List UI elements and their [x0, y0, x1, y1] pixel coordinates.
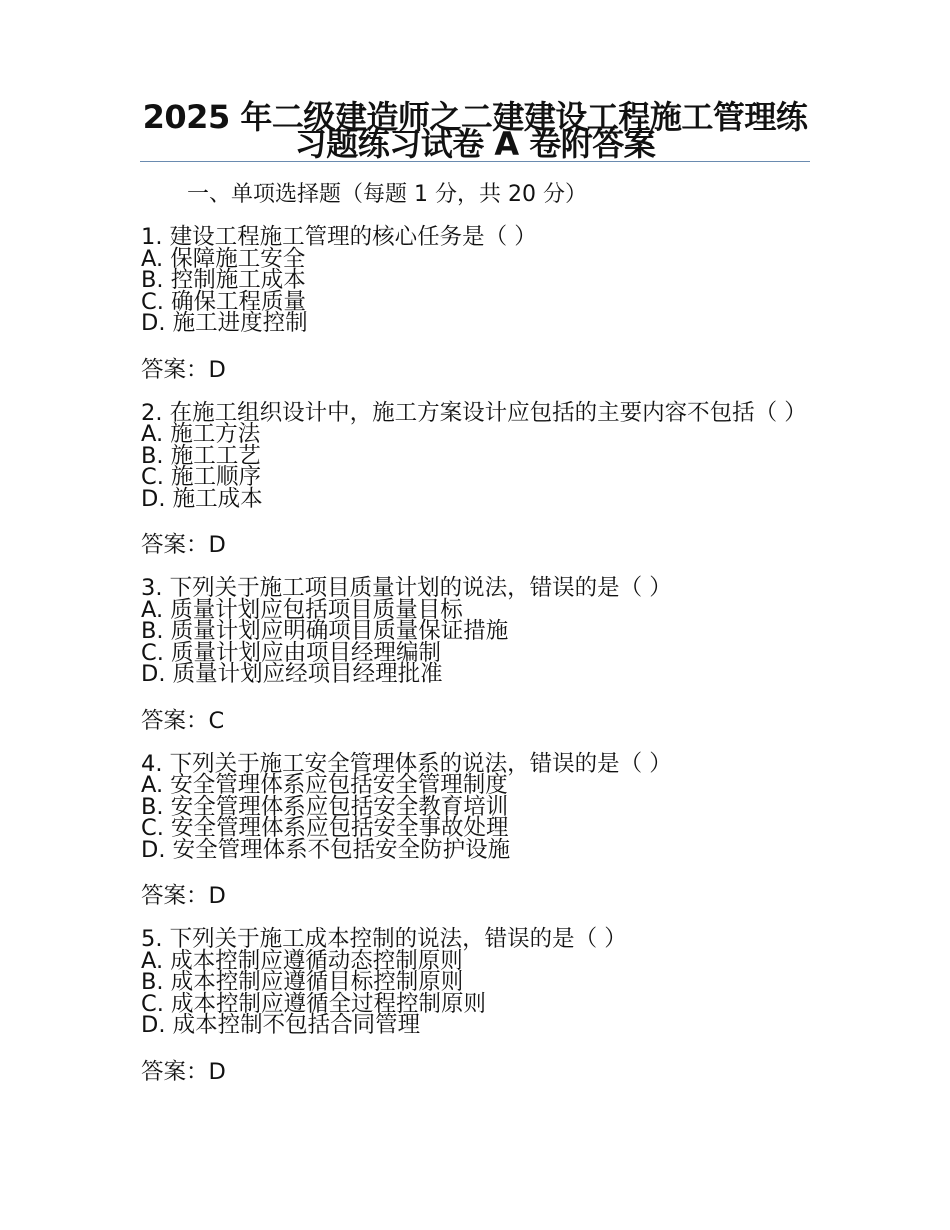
- question-4: [141, 750, 811, 910]
- option-a: A. 成本控制应遵循动态控制原则: [141, 947, 463, 974]
- question-2: [141, 399, 811, 559]
- option-c: C. 质量计划应由项目经理编制: [141, 639, 442, 666]
- option-a: A. 保障施工安全: [141, 245, 306, 272]
- answer-value: D: [208, 356, 226, 383]
- option-d: D. 施工成本: [141, 485, 263, 512]
- question-stem: 5. 下列关于施工成本控制的说法，错误的是（ ）: [141, 926, 627, 952]
- answer-line: [141, 532, 811, 558]
- option-d: D. 安全管理体系不包括安全防护设施: [141, 836, 511, 863]
- option-c: C. 成本控制应遵循全过程控制原则: [141, 990, 487, 1017]
- answer-label: 答案：: [141, 707, 209, 734]
- option-b: B. 施工工艺: [141, 442, 261, 469]
- option-c: C. 施工顺序: [141, 464, 262, 490]
- section-heading: 一、单项选择题（每题 1 分，共 20 分）: [187, 182, 587, 207]
- answer-label: 答案：: [141, 532, 209, 558]
- question-list: [141, 224, 811, 1105]
- answer-line: [141, 708, 811, 734]
- option-a: A. 施工方法: [141, 421, 261, 447]
- question-stem: 4. 下列关于施工安全管理体系的说法，错误的是（ ）: [141, 750, 672, 777]
- answer-label: 答案：: [141, 883, 209, 909]
- option-d: D. 成本控制不包括合同管理: [141, 1012, 421, 1038]
- answer-line: [141, 357, 811, 383]
- option-c: C. 安全管理体系应包括安全事故处理: [141, 815, 509, 841]
- question-1: [141, 224, 811, 383]
- option-b: B. 控制施工成本: [141, 267, 306, 293]
- question-stem: 3. 下列关于施工项目质量计划的说法，错误的是（ ）: [141, 575, 672, 601]
- question-stem: 1. 建设工程施工管理的核心任务是（ ）: [141, 224, 537, 250]
- answer-value: D: [208, 532, 226, 558]
- title-underline: [140, 161, 810, 162]
- answer-line: [141, 883, 811, 909]
- option-a: A. 安全管理体系应包括安全管理制度: [141, 772, 508, 798]
- question-5: [141, 926, 811, 1085]
- option-a: A. 质量计划应包括项目质量目标: [141, 596, 463, 623]
- answer-value: D: [208, 1058, 226, 1085]
- answer-label: 答案：: [141, 356, 209, 383]
- option-b: B. 质量计划应明确项目质量保证措施: [141, 618, 509, 644]
- answer-line: [141, 1059, 811, 1085]
- option-d: D. 施工进度控制: [141, 310, 308, 336]
- option-d: D. 质量计划应经项目经理批准: [141, 661, 443, 687]
- answer-label: 答案：: [141, 1058, 209, 1085]
- option-b: B. 成本控制应遵循目标控制原则: [141, 969, 464, 995]
- question-3: [141, 575, 811, 734]
- option-c: C. 确保工程质量: [141, 288, 307, 315]
- question-stem: 2. 在施工组织设计中，施工方案设计应包括的主要内容不包括（ ）: [141, 399, 807, 426]
- option-b: B. 安全管理体系应包括安全教育培训: [141, 793, 509, 820]
- answer-value: C: [208, 707, 225, 734]
- document-title: 2025 年二级建造师之二建建设工程施工管理练习题练习试卷 A 卷附答案: [142, 98, 808, 163]
- answer-value: D: [208, 883, 226, 909]
